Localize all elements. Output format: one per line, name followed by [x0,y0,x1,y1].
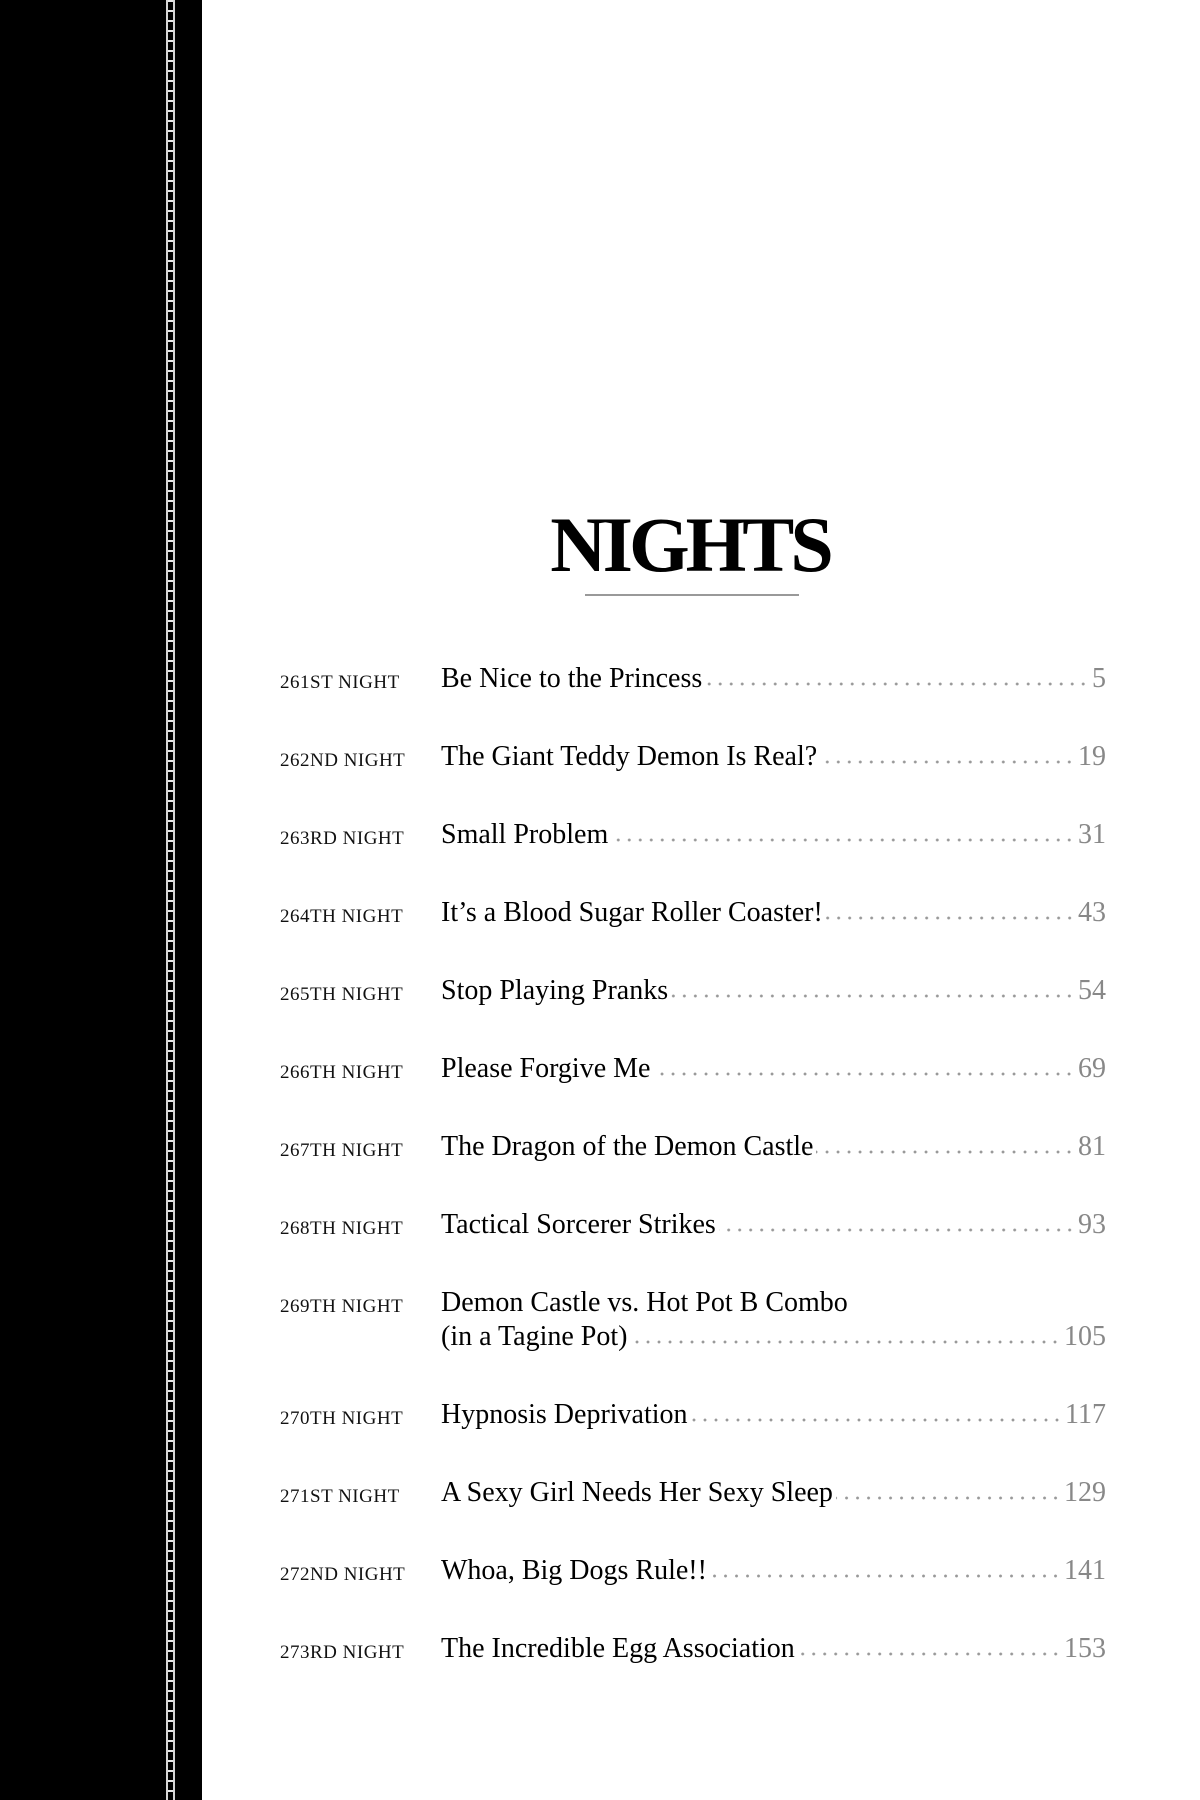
chapter-title: Whoa, Big Dogs Rule!! [441,1555,707,1586]
chapter-title-line2: (in a Tagine Pot) [441,1321,628,1352]
dot-leader [630,1339,1061,1345]
chapter-title: Stop Playing Pranks [441,975,669,1006]
night-number: 263RD NIGHT [280,828,405,849]
dot-leader [719,1227,1075,1233]
toc-entry[interactable] [280,1398,1106,1476]
black-margin-band [0,0,202,1800]
chapter-title: The Incredible Egg Association [441,1633,795,1664]
night-number: 269TH NIGHT [280,1296,404,1317]
page-number: 105 [1064,1321,1106,1352]
dot-leader [816,1149,1075,1155]
chapter-title: Small Problem [441,819,609,850]
night-number: 272ND NIGHT [280,1564,406,1585]
toc-entry[interactable] [280,1130,1106,1208]
night-number: 273RD NIGHT [280,1642,405,1663]
page-number: 129 [1064,1477,1106,1508]
toc-entry[interactable] [280,662,1106,740]
chapter-title: A Sexy Girl Needs Her Sexy Sleep [441,1477,833,1508]
toc-entry[interactable] [280,896,1106,974]
chapter-title: Hypnosis Deprivation [441,1399,688,1430]
toc-entry[interactable] [280,740,1106,818]
dot-leader [820,759,1075,765]
dot-leader [653,1071,1075,1077]
title-underline [585,594,799,596]
toc-entry[interactable] [280,1554,1106,1632]
night-number: 267TH NIGHT [280,1140,404,1161]
page-number: 5 [1092,663,1106,694]
chapter-title: The Giant Teddy Demon Is Real? [441,741,818,772]
dot-leader [671,993,1075,999]
dot-leader [611,837,1075,843]
night-number: 265TH NIGHT [280,984,404,1005]
page-number: 117 [1065,1399,1106,1430]
page-number: 43 [1078,897,1106,928]
dot-leader [705,681,1089,687]
page-number: 81 [1078,1131,1106,1162]
toc-entry[interactable] [280,1632,1106,1710]
page-number: 141 [1064,1555,1106,1586]
toc-entry[interactable] [280,1286,1106,1398]
page-number: 31 [1078,819,1106,850]
toc-entry[interactable] [280,1052,1106,1130]
page-number: 69 [1078,1053,1106,1084]
toc-entry[interactable] [280,1476,1106,1554]
chapter-title: The Dragon of the Demon Castle [441,1131,814,1162]
page-number: 19 [1078,741,1106,772]
toc-entry[interactable] [280,1208,1106,1286]
chapter-title: Be Nice to the Princess [441,663,703,694]
chapter-title: Tactical Sorcerer Strikes [441,1209,716,1240]
dot-leader [691,1417,1063,1423]
toc-entry[interactable] [280,974,1106,1052]
night-number: 264TH NIGHT [280,906,404,927]
chapter-title: It’s a Blood Sugar Roller Coaster! [441,897,823,928]
dot-leader [798,1651,1061,1657]
page-number: 54 [1078,975,1106,1006]
night-number: 266TH NIGHT [280,1062,404,1083]
night-number: 262ND NIGHT [280,750,406,771]
page-title: NIGHTS [550,501,830,588]
chain-decoration [166,0,175,1800]
night-number: 261ST NIGHT [280,672,400,693]
dot-leader [836,1495,1061,1501]
night-number: 268TH NIGHT [280,1218,404,1239]
night-number: 270TH NIGHT [280,1408,404,1429]
chapter-title: Demon Castle vs. Hot Pot B Combo [441,1287,848,1318]
toc-entry[interactable] [280,818,1106,896]
page-number: 153 [1064,1633,1106,1664]
night-number: 271ST NIGHT [280,1486,400,1507]
table-of-contents [280,662,1106,1710]
dot-leader [826,915,1075,921]
page-number: 93 [1078,1209,1106,1240]
chapter-title: Please Forgive Me [441,1053,651,1084]
dot-leader [710,1573,1061,1579]
